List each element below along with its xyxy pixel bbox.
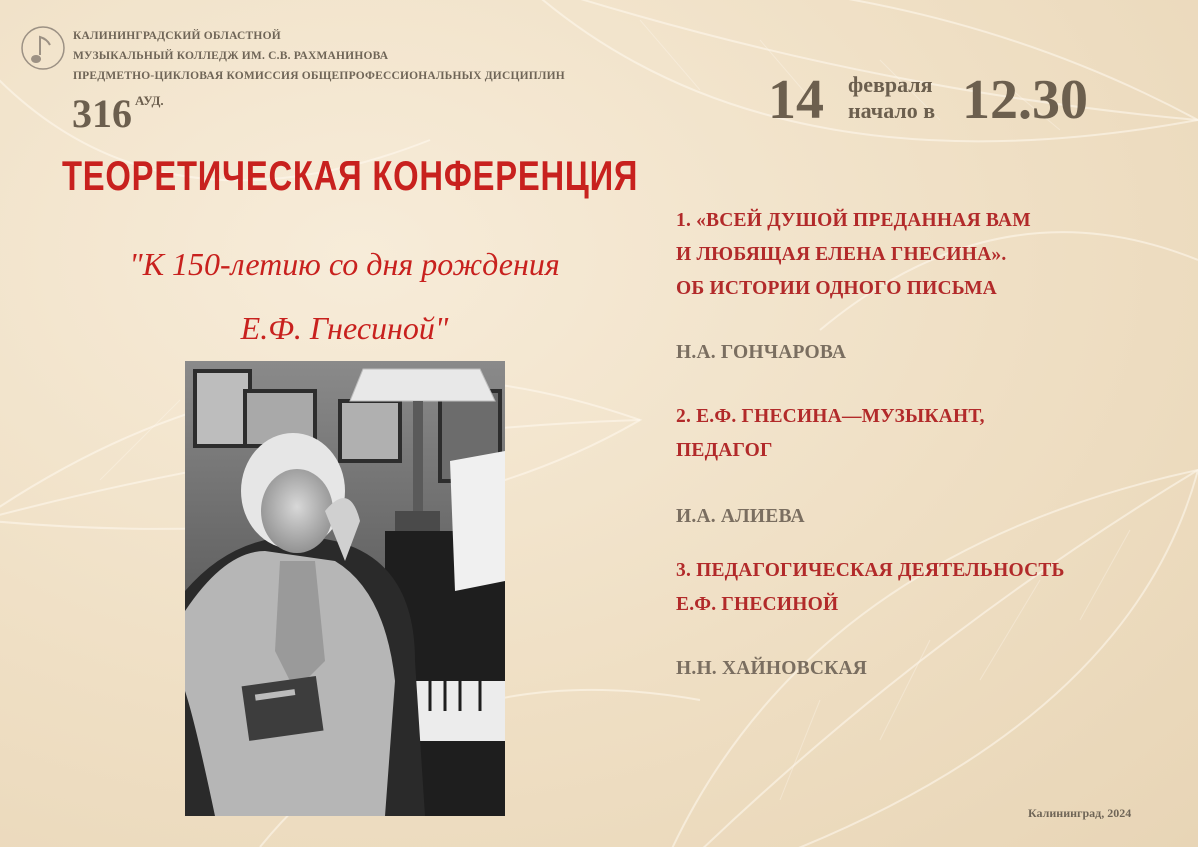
- program-item-2: [676, 400, 1186, 534]
- room-number: 316: [72, 91, 132, 136]
- subtitle-line-2: Е.Ф. Гнесиной": [240, 310, 449, 346]
- subtitle-line-1: "К 150-летию со дня рождения: [129, 246, 560, 282]
- start-label: начало в: [848, 98, 936, 123]
- room-unit: АУД.: [135, 93, 164, 108]
- date-day: 14: [768, 69, 824, 131]
- report-title-2-line-1: 2. Е.Ф. ГНЕСИНА—МУЗЫКАНТ,: [676, 406, 985, 427]
- report-title-3-line-2: Е.Ф. ГНЕСИНОЙ: [676, 594, 839, 615]
- program-item-3: [676, 554, 1186, 686]
- room-label: [72, 90, 164, 137]
- start-time: 12.30: [962, 69, 1088, 131]
- report-title-1-line-1: 1. «ВСЕЙ ДУШОЙ ПРЕДАННАЯ ВАМ: [676, 210, 1031, 231]
- report-title-1-line-2: И ЛЮБЯЩАЯ ЕЛЕНА ГНЕСИНА».: [676, 244, 1007, 265]
- report-title-1-line-3: ОБ ИСТОРИИ ОДНОГО ПИСЬМА: [676, 278, 997, 299]
- music-note-logo-icon: [20, 25, 66, 71]
- event-title: ТЕОРЕТИЧЕСКАЯ КОНФЕРЕНЦИЯ: [62, 152, 639, 199]
- header-line-2: МУЗЫКАЛЬНЫЙ КОЛЛЕДЖ ИМ. С.В. РАХМАНИНОВА: [73, 50, 389, 62]
- city-year: Калининград, 2024: [1028, 806, 1132, 820]
- header-line-3: ПРЕДМЕТНО-ЦИКЛОВАЯ КОМИССИЯ ОБЩЕПРОФЕССИОНАЛЬНЫХ ДИСЦИПЛИН: [73, 70, 565, 82]
- report-title-2-line-2: ПЕДАГОГ: [676, 440, 773, 461]
- speaker-2: И.А. АЛИЕВА: [676, 506, 805, 527]
- speaker-3: Н.Н. ХАЙНОВСКАЯ: [676, 658, 868, 679]
- portrait-photo: [185, 361, 505, 816]
- report-title-3-line-1: 3. ПЕДАГОГИЧЕСКАЯ ДЕЯТЕЛЬНОСТЬ: [676, 560, 1065, 581]
- header-line-1: КАЛИНИНГРАДСКИЙ ОБЛАСТНОЙ: [73, 30, 281, 42]
- speaker-1: Н.А. ГОНЧАРОВА: [676, 342, 847, 363]
- date-month: февраля: [848, 72, 933, 97]
- program-item-1: [676, 204, 1186, 370]
- institution-header: [73, 26, 565, 86]
- event-subtitle: [62, 232, 627, 360]
- conference-program: [676, 204, 1186, 686]
